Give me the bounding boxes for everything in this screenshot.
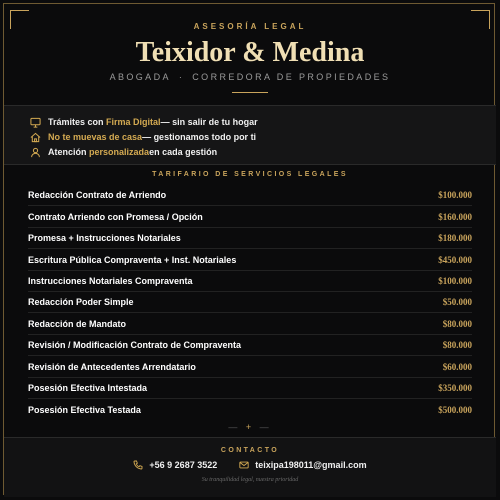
- service-price: $100.000: [438, 275, 472, 286]
- service-price: $350.000: [438, 382, 472, 393]
- feature-text-post: en cada gestión: [149, 147, 218, 157]
- contact-heading: CONTACTO: [220, 447, 280, 454]
- contact-details: [4, 460, 496, 470]
- subtitle-role-lawyer: ABOGADA: [109, 72, 171, 82]
- divider-dash-right: —: [259, 422, 272, 432]
- price-row: [28, 334, 472, 356]
- contact-email[interactable]: [239, 460, 366, 470]
- feature-text-pre: Trámites con: [48, 117, 104, 127]
- price-row: [28, 377, 472, 399]
- service-price: $450.000: [438, 254, 472, 265]
- price-row: [28, 227, 472, 249]
- header: [0, 0, 500, 104]
- service-price: $500.000: [438, 404, 472, 415]
- feature-text-post: — sin salir de tu hogar: [160, 117, 258, 127]
- page-title: Teixidor & Medina: [135, 37, 365, 68]
- service-price: $180.000: [438, 232, 472, 243]
- service-price: $80.000: [442, 339, 472, 350]
- service-name: Promesa + Instrucciones Notariales: [28, 232, 181, 243]
- price-row: [28, 184, 472, 206]
- subtitle-separator: ·: [178, 72, 185, 82]
- service-price: $60.000: [442, 361, 472, 372]
- subtitle-role-broker: CORREDORA DE PROPIEDADES: [192, 72, 391, 82]
- divider-plus: +: [245, 422, 255, 432]
- service-name: Redacción Poder Simple: [28, 296, 134, 307]
- feature-text-pre: Atención: [48, 147, 87, 157]
- mail-icon: [239, 460, 249, 470]
- feature-personalized: [30, 145, 217, 159]
- service-name: Revisión de Antecedentes Arrendatario: [28, 361, 196, 372]
- features-panel: [4, 105, 496, 165]
- phone-icon: [133, 460, 143, 470]
- price-row: [28, 313, 472, 335]
- feature-highlight: personalizada: [89, 147, 150, 157]
- service-name: Redacción Contrato de Arriendo: [28, 189, 167, 200]
- subtitle: [0, 72, 500, 82]
- email-address: teixipa198011@gmail.com: [255, 460, 367, 470]
- ornament-divider: [0, 422, 500, 432]
- price-row: [28, 291, 472, 313]
- feature-highlight: No te muevas de casa: [48, 132, 143, 142]
- service-name: Instrucciones Notariales Compraventa: [28, 275, 193, 286]
- service-name: Revisión / Modificación Contrato de Compraventa: [28, 339, 242, 350]
- monitor-icon: [30, 117, 41, 128]
- service-price: $80.000: [442, 318, 472, 329]
- service-name: Escritura Pública Compraventa + Inst. Notariales: [28, 254, 237, 265]
- price-row: [28, 206, 472, 228]
- tarifario-heading: TARIFARIO DE SERVICIOS LEGALES: [152, 171, 348, 178]
- price-row: [28, 356, 472, 378]
- contact-phone[interactable]: [133, 460, 217, 470]
- home-icon: [30, 132, 41, 143]
- feature-highlight: Firma Digital: [106, 117, 161, 127]
- tagline: Su tranquilidad legal, nuestra prioridad: [201, 477, 299, 483]
- price-row: [28, 249, 472, 271]
- feature-text-post: — gestionamos todo por ti: [142, 132, 257, 142]
- user-icon: [30, 147, 41, 158]
- eyebrow-label: ASESORÍA LEGAL: [193, 22, 307, 31]
- service-name: Posesión Efectiva Testada: [28, 404, 141, 415]
- divider-dash-left: —: [228, 422, 241, 432]
- feature-stay-home: [30, 130, 256, 144]
- phone-number: +56 9 2687 3522: [149, 460, 218, 470]
- title-underline: [232, 92, 268, 93]
- contact-section: [4, 437, 496, 497]
- service-price: $100.000: [438, 189, 472, 200]
- price-row: [28, 399, 472, 420]
- price-row: [28, 270, 472, 292]
- service-price: $160.000: [438, 211, 472, 222]
- service-name: Redacción de Mandato: [28, 318, 127, 329]
- service-name: Contrato Arriendo con Promesa / Opción: [28, 211, 203, 222]
- service-name: Posesión Efectiva Intestada: [28, 382, 148, 393]
- feature-digital-signature: [30, 115, 258, 129]
- service-price: $50.000: [442, 296, 472, 307]
